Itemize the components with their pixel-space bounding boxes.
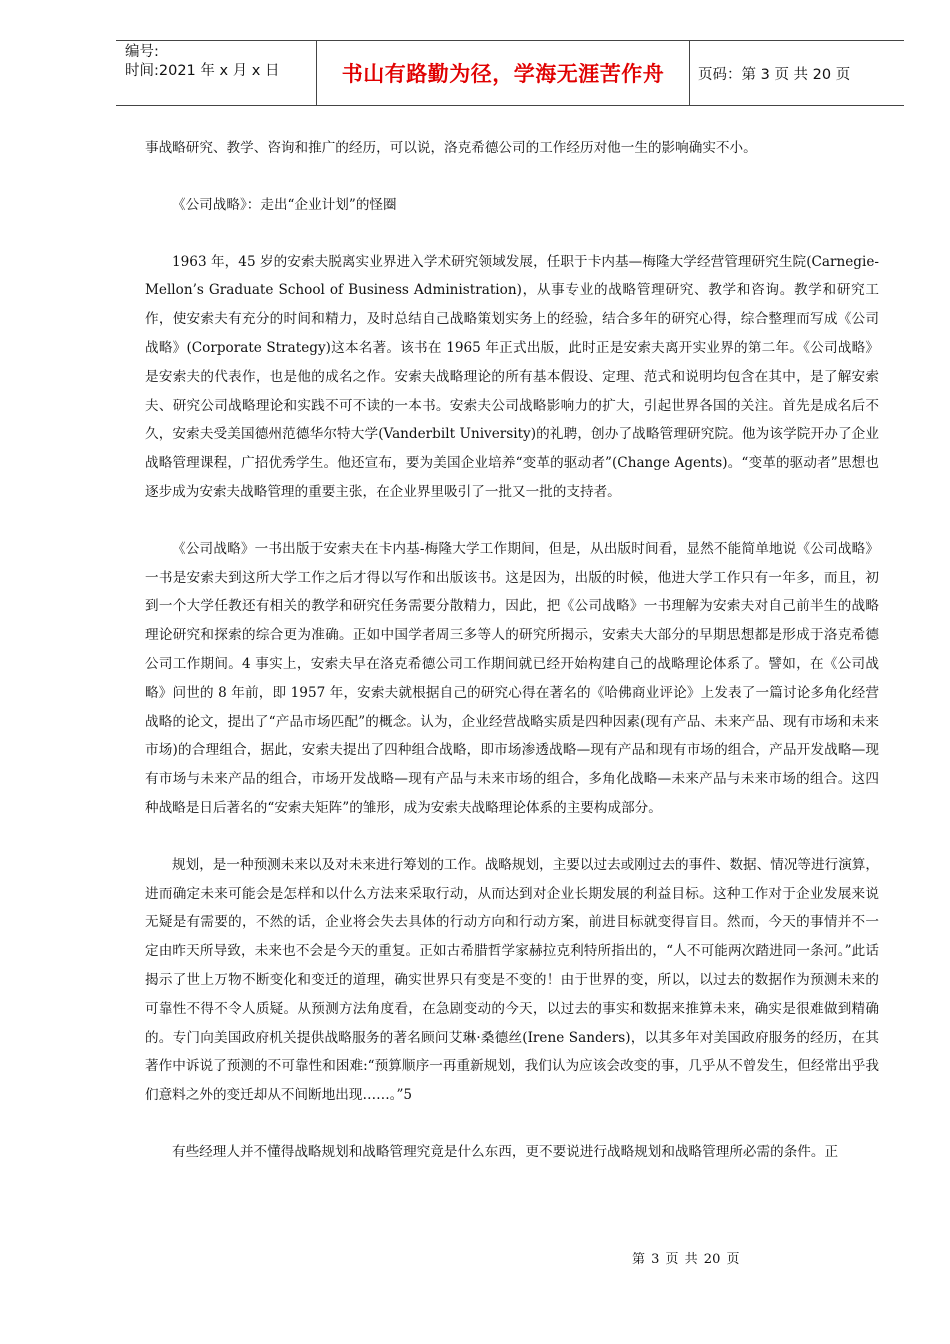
paragraph: 1963 年，45 岁的安索夫脱离实业界进入学术研究领域发展，任职于卡内基—梅隆大学经营管理研究生院(Carnegie-Mellon’s Graduate School of Business Administration)，从事专业的战略管理研究、教学和咨询。教学和研究工作，使安索夫有充分的时间和精力，及时总结自己战略策划实务上的经验，结合多年的研究心得，综合整理而写成《公司战略》(Corporate Strategy)这本名著。该书在 1965 年正式出版，此时正是安索夫离开实业界的第二年。《公司战略》是安索夫的代表作，也是他的成名之作。安索夫战略理论的所有基本假设、定理、范式和说明均包含在其中，是了解安索夫、研究公司战略理论和实践不可不读的一本书。安索夫公司战略影响力的扩大，引起世界各国的关注。首先是成名后不久，安索夫受美国德州范德华尔特大学(Vanderbilt University)的礼聘，创办了战略管理研究院。他为该学院开办了企业战略管理课程，广招优秀学生。他还宣布，要为美国企业培养“变革的驱动者”(Change Agents)。“变革的驱动者”思想也逐步成为安索夫战略管理的重要主张，在企业界里吸引了一批又一批的支持者。: [145, 253, 879, 500]
header-meta: [116, 41, 316, 105]
page-footer: 第 3 页 共 20 页: [632, 1252, 740, 1267]
paragraph: 《公司战略》一书出版于安索夫在卡内基-梅隆大学工作期间，但是，从出版时间看，显然不能简单地说《公司战略》一书是安索夫到这所大学工作之后才得以写作和出版该书。这是因为，出版的时候，他进大学工作只有一年多，而且，初到一个大学任教还有相关的教学和研究任务需要分散精力，因此，把《公司战略》一书理解为安索夫对自己前半生的战略理论研究和探索的综合更为准确。正如中国学者周三多等人的研究所揭示，安索夫大部分的早期思想都是形成于洛克希德公司工作期间。4 事实上，安索夫早在洛克希德公司工作期间就已经开始构建自己的战略理论体系了。譬如，在《公司战略》问世的 8 年前，即 1957 年，安索夫就根据自己的研究心得在著名的《哈佛商业评论》上发表了一篇讨论多角化经营战略的论文，提出了“产品市场匹配”的概念。认为，企业经营战略实质是四种因素(现有产品、未来产品、现有市场和未来市场)的合理组合，据此，安索夫提出了四种组合战略，即市场渗透战略—现有产品和现有市场的组合，产品开发战略—现有市场与未来产品的组合，市场开发战略—现有产品与未来市场的组合，多角化战略—未来产品与未来市场的组合。这四种战略是日后著名的“安索夫矩阵”的雏形，成为安索夫战略理论体系的主要构成部分。: [145, 540, 879, 816]
page-header: [116, 40, 904, 106]
document-date-label: 时间:2021 年 x 月 x 日: [125, 63, 280, 79]
header-motto: 书山有路勤为径，学海无涯苦作舟: [341, 62, 665, 86]
section-heading: 《公司战略》：走出“企业计划”的怪圈: [172, 196, 397, 213]
header-motto-cell: [316, 41, 690, 105]
header-page-cell: [690, 41, 904, 105]
header-page-label: 页码：第 3 页 共 20 页: [698, 66, 851, 83]
document-number-label: 编号:: [125, 44, 159, 60]
paragraph-continued: 事战略研究、教学、咨询和推广的经历，可以说，洛克希德公司的工作经历对他一生的影响确实不小。: [145, 140, 757, 156]
paragraph: 有些经理人并不懂得战略规划和战略管理究竟是什么东西，更不要说进行战略规划和战略管理所必需的条件。正: [172, 1143, 839, 1160]
document-body: [145, 134, 879, 1195]
paragraph: 规划，是一种预测未来以及对未来进行筹划的工作。战略规划，主要以过去或刚过去的事件、数据、情况等进行演算，进而确定未来可能会是怎样和以什么方法来采取行动，从而达到对企业长期发展的利益目标。这种工作对于企业发展来说无疑是有需要的，不然的话，企业将会失去具体的行动方向和行动方案，前进目标就变得盲目。然而，今天的事情并不一定由昨天所导致，未来也不会是今天的重复。正如古希腊哲学家赫拉克利特所指出的，“人不可能两次踏进同一条河。”此话揭示了世上万物不断变化和变迁的道理，确实世界只有变是不变的！由于世界的变，所以，以过去的数据作为预测未来的可靠性不得不令人质疑。从预测方法角度看，在急剧变动的今天，以过去的事实和数据来推算未来，确实是很难做到精确的。专门向美国政府机关提供战略服务的著名顾问艾琳·桑德丝(Irene Sanders)，以其多年对美国政府服务的经历，在其著作中诉说了预测的不可靠性和困难:“预算顺序一再重新规划，我们认为应该会改变的事，几乎从不曾发生，但经常出乎我们意料之外的变迁却从不间断地出现……。”5: [145, 856, 879, 1104]
